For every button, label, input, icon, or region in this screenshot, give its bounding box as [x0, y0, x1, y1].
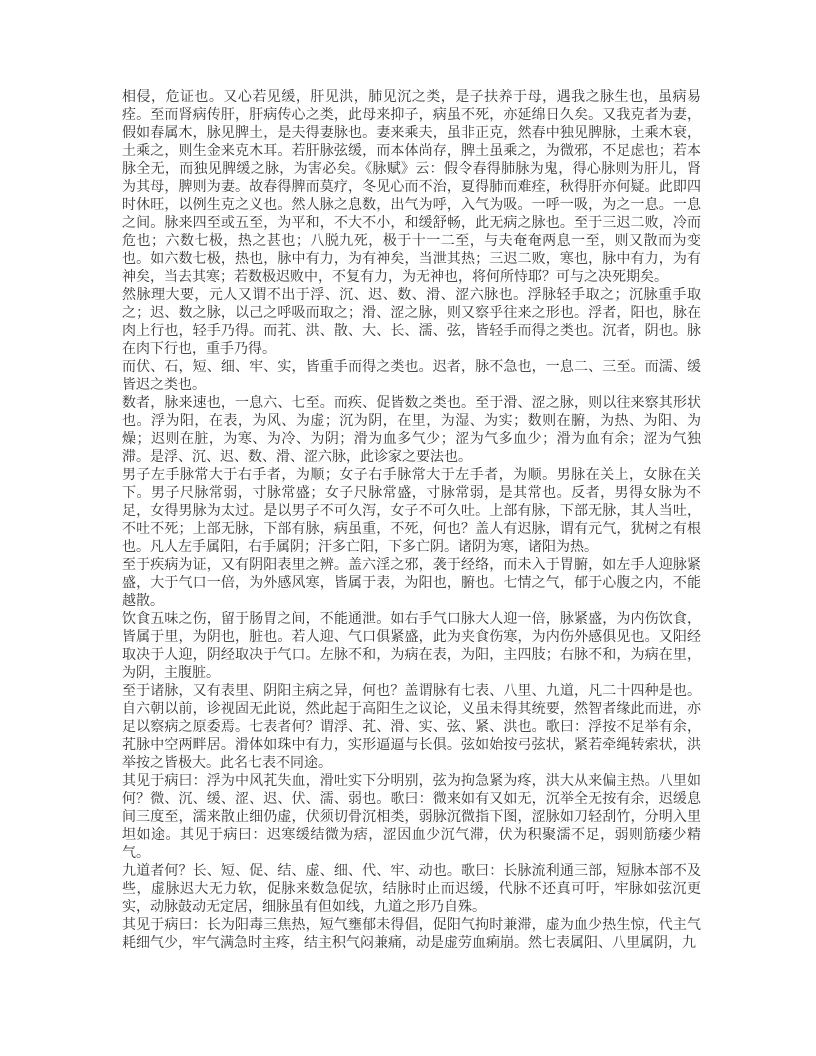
paragraph: 至于诸脉，又有表里、阴阳主病之异，何也？盖谓脉有七表、八里、九道，凡二十四种是也。自六朝以前，诊视固无此说，然此起于高阳生之议论，义虽未得其统要，然智者缘此而进，亦足以察病之原委焉。七表者何？谓浮、芤、滑、实、弦、紧、洪也。歌曰：浮按不足举有余，芤脉中空两畔居。滑体如珠中有力，实形逼逼与长俱。弦如始按弓弦状，紧若牵绳转索状，洪举按之皆极大。此名七表不同途。	[122, 684, 701, 771]
paragraph: 饮食五味之伤，留于肠胃之间，不能通泄。如右手气口脉大人迎一倍，脉紧盛，为内伤饮食，皆属于里，为阴也，脏也。若人迎、气口俱紧盛，此为夹食伤寒，为内伤外感俱见也。又阳经取决于人迎，阴经取决于气口。左脉不和，为病在表，为阳，主四肢；右脉不和，为病在里，为阴，主腹脏。	[122, 612, 701, 681]
paragraph: 数者，脉来速也，一息六、七至。而疾、促皆数之类也。至于滑、涩之脉，则以往来察其形状也。浮为阳，在表，为风、为虚；沉为阴，在里，为湿、为实；数则在腑，为热、为阳、为燥；迟则在脏，为寒、为冷、为阴；滑为血多气少；涩为气多血少；滑为血有余；涩为气独滞。是浮、沉、迟、数、滑、涩六脉，此诊家之要法也。	[122, 396, 701, 465]
document-body	[122, 89, 701, 953]
paragraph: 至于疾病为证，又有阴阳表里之辨。盖六淫之邪，袭于经络，而未入于胃腑，如左手人迎脉紧盛，大于气口一倍，为外感风寒，皆属于表，为阳也，腑也。七情之气，郁于心腹之内，不能越散。	[122, 558, 701, 609]
paragraph: 相侵，危证也。又心若见缓，肝见洪，肺见沉之类，是子扶养于母，遇我之脉生也，虽病易痊。至而肾病传肝，肝病传心之类，此母来抑子，病虽不死，亦延绵日久矣。又我克者为妻，假如春属木，脉见脾土，是夫得妻脉也。妻来乘夫，虽非正克，然春中独见脾脉，土乘木衰，土乘之，则生金来克木耳。若肝脉弦缓，而本体尚存，脾土虽乘之，为微邪，不足虑也；若本脉全无，而独见脾缓之脉，为害必矣。《脉赋》云：假令春得肺脉为鬼，得心脉则为肝儿，肾为其母，脾则为妻。故春得脾而莫疗，冬见心而不治，夏得肺而难痊，秋得肝亦何疑。此即四时休旺，以例生克之义也。然人脉之息数，出气为呼，入气为吸。一呼一吸，为之一息。一息之间。脉来四至或五至，为平和，不大不小，和缓舒畅，此无病之脉也。至于三迟二败，冷而危也；六数七极，热之甚也；八脱九死，极于十一二至，与夫奄奄两息一至，则又散而为变也。如六数七极，热也，脉中有力，为有神矣，当泄其热；三迟二败，寒也，脉中有力，为有神矣，当去其寒；若数极迟败中，不复有力，为无神也，将何所恃耶？可与之决死期矣。	[122, 90, 701, 285]
paragraph: 其见于病曰：浮为中风芤失血，滑吐实下分明别，弦为拘急紧为疼，洪大从来偏主热。八里如何？微、沉、缓、涩、迟、伏、濡、弱也。歌曰：微来如有又如无，沉举全无按有余，迟缓息间三度至，濡来散止细仍虚，伏须切骨沉相类，弱脉沉微指下图，涩脉如刀轻刮竹，分明入里坦如途。其见于病曰：迟寒缓结微为痞，涩因血少沉气滞，伏为积聚濡不足，弱则筋痿少精气。	[122, 774, 701, 861]
paragraph: 九道者何？长、短、促、结、虚、细、代、牢、动也。歌曰：长脉流利通三部，短脉本部不及些，虚脉迟大无力软，促脉来数急促欤，结脉时止而迟缓，代脉不还真可吁，牢脉如弦沉更实，动脉鼓动无定居，细脉虽有但如线，九道之形乃自殊。	[122, 864, 701, 915]
paragraph: 男子左手脉常大于右手者，为顺；女子右手脉常大于左手者，为顺。男脉在关上，女脉在关下。男子尺脉常弱，寸脉常盛；女子尺脉常盛，寸脉常弱，是其常也。反者，男得女脉为不足，女得男脉为太过。是以男子不可久泻，女子不可久吐。上部有脉，下部无脉，其人当吐，不吐不死；上部无脉，下部有脉，病虽重，不死，何也？盖人有迟脉，谓有元气，犹树之有根也。凡人左手属阳，右手属阴；汗多亡阳，下多亡阴。诸阴为寒，诸阳为热。	[122, 468, 701, 555]
paragraph: 其见于病曰：长为阳毒三焦热，短气壅郁未得倡，促阳气拘时兼滞，虚为血少热生惊，代主气耗细气少，牢气满急时主疼，结主积气闷兼痛，动是虚劳血痢崩。然七表属阳、八里属阴，九	[122, 918, 701, 951]
paragraph: 然脉理大要，元人又谓不出于浮、沉、迟、数、滑、涩六脉也。浮脉轻手取之；沉脉重手取之；迟、数之脉，以己之呼吸而取之；滑、涩之脉，则又察乎往来之形也。浮者，阳也，脉在肉上行也，轻手乃得。而芤、洪、散、大、长、濡、弦，皆轻手而得之类也。沉者，阴也。脉在肉下行也，重手乃得。	[122, 288, 701, 357]
paragraph: 而伏、石，短、细、牢、实，皆重手而得之类也。迟者，脉不急也，一息二、三至。而濡、缓皆迟之类也。	[122, 360, 701, 393]
